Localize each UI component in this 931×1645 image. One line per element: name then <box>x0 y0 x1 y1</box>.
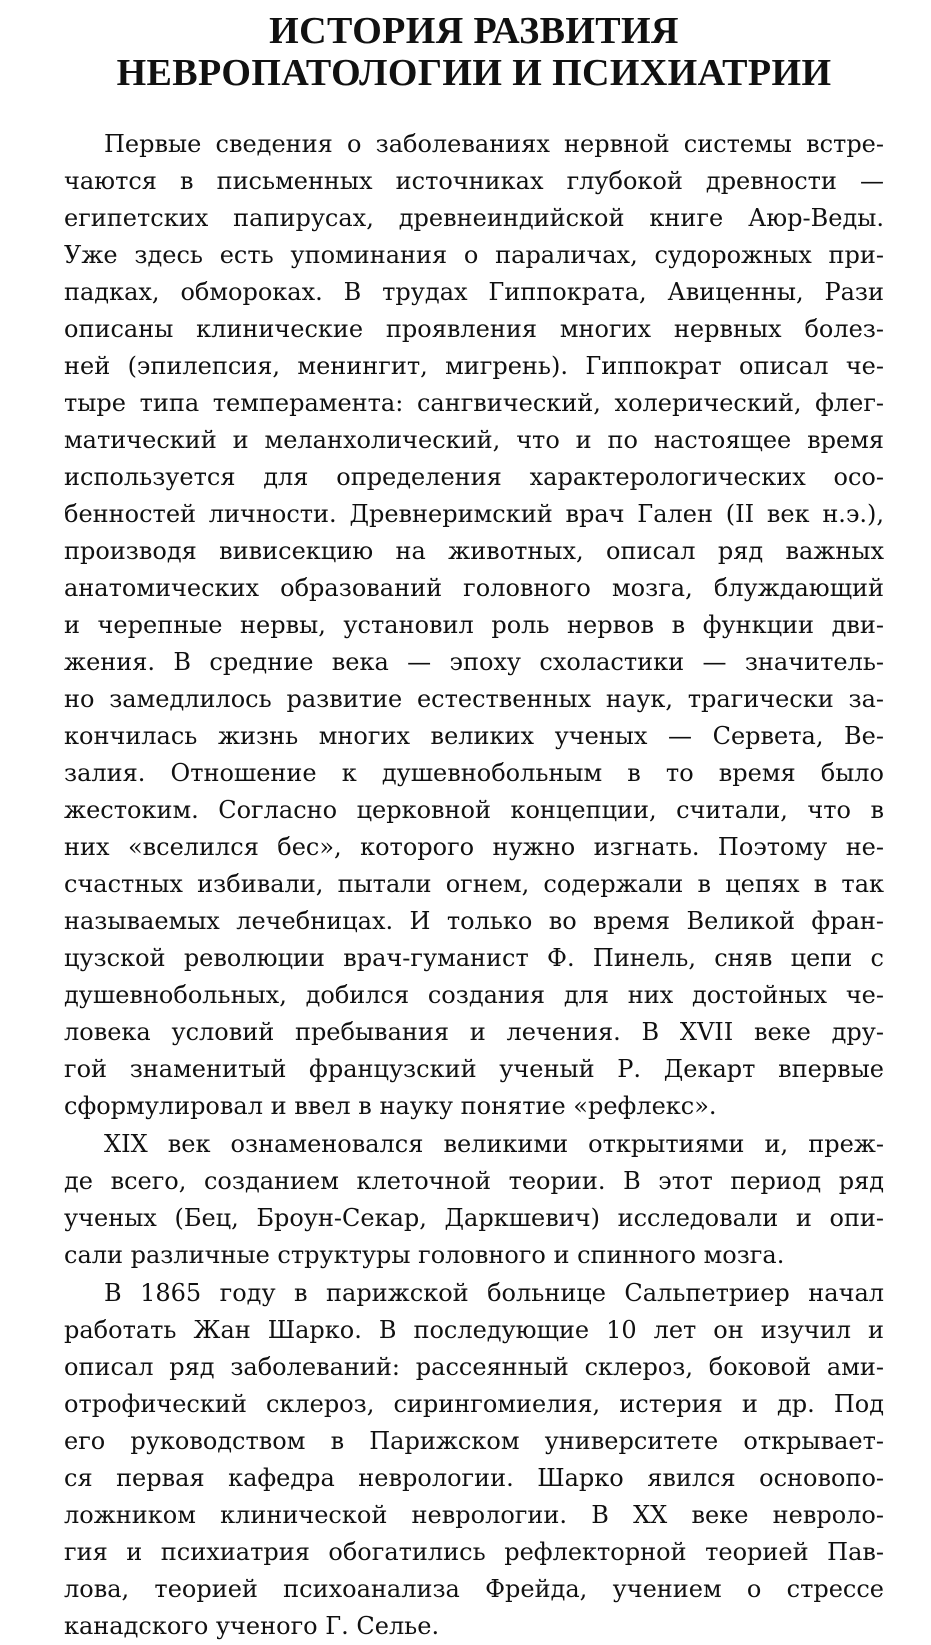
text-line: работать Жан Шарко. В последующие 10 лет он изучил и <box>64 1316 884 1344</box>
paragraph <box>64 1275 884 1645</box>
text-line: ней (эпилепсия, менингит, мигрень). Гиппократ описал че- <box>64 352 884 380</box>
text-line: кончилась жизнь многих великих ученых — Сервета, Ве- <box>64 722 884 750</box>
text-line: счастных избивали, пытали огнем, содержали в цепях в так <box>64 870 884 898</box>
document-page <box>64 10 884 1640</box>
page-title <box>64 10 884 94</box>
text-line: канадского ученого Г. Селье. <box>64 1612 440 1640</box>
text-line: описал ряд заболеваний: рассеянный склероз, боковой ами- <box>64 1353 884 1381</box>
text-line: ложником клинической неврологии. В XX веке невроло- <box>64 1501 884 1529</box>
text-line: тыре типа темперамента: сангвический, холерический, флег- <box>64 389 884 417</box>
text-line: цузской революции врач-гуманист Ф. Пинель, сняв цепи с <box>64 944 884 972</box>
text-line: ловека условий пребывания и лечения. В XVII веке дру- <box>64 1018 884 1046</box>
text-line: падках, обмороках. В трудах Гиппократа, Авиценны, Рази <box>64 278 884 306</box>
text-line: матический и меланхолический, что и по настоящее время <box>64 426 884 454</box>
text-line: бенностей личности. Древнеримский врач Гален (II век н.э.), <box>64 500 884 528</box>
text-line: производя вивисекцию на животных, описал ряд важных <box>64 537 884 565</box>
text-line: В 1865 году в парижской больнице Сальпетриер начал <box>104 1279 884 1307</box>
text-line: лова, теорией психоанализа Фрейда, учением о стрессе <box>64 1575 884 1603</box>
text-line: сали различные структуры головного и спинного мозга. <box>64 1241 785 1269</box>
body-text <box>64 126 884 1645</box>
text-line: Первые сведения о заболеваниях нервной системы встре- <box>104 130 884 158</box>
text-line: египетских папирусах, древнеиндийской книге Аюр-Веды. <box>64 204 884 232</box>
title-line: ИСТОРИЯ РАЗВИТИЯ <box>269 10 679 52</box>
text-line: них «вселился бес», которого нужно изгнать. Поэтому не- <box>64 833 884 861</box>
text-line: используется для определения характерологических осо- <box>64 463 884 491</box>
title-line: НЕВРОПАТОЛОГИИ И ПСИХИАТРИИ <box>116 52 832 94</box>
text-line: описаны клинические проявления многих нервных болез- <box>64 315 884 343</box>
text-line: ся первая кафедра неврологии. Шарко явился основопо- <box>64 1464 884 1492</box>
text-line: чаются в письменных источниках глубокой древности — <box>64 167 884 195</box>
text-line: его руководством в Парижском университете открывает- <box>64 1427 884 1455</box>
text-line: анатомических образований головного мозга, блуждающий <box>64 574 884 602</box>
text-line: XIX век ознаменовался великими открытиями и, преж- <box>104 1130 884 1158</box>
text-line: и черепные нервы, установил роль нервов в функции дви- <box>64 611 884 639</box>
text-line: сформулировал и ввел в науку понятие «рефлекс». <box>64 1092 717 1120</box>
text-line: Уже здесь есть упоминания о параличах, судорожных при- <box>64 241 884 269</box>
text-line: душевнобольных, добился создания для них достойных че- <box>64 981 884 1009</box>
text-line: гой знаменитый французский ученый Р. Декарт впервые <box>64 1055 884 1083</box>
text-line: но замедлилось развитие естественных наук, трагически за- <box>64 685 884 713</box>
paragraph <box>64 1126 884 1274</box>
text-line: гия и психиатрия обогатились рефлекторной теорией Пав- <box>64 1538 884 1566</box>
text-line: отрофический склероз, сирингомиелия, истерия и др. Под <box>64 1390 884 1418</box>
text-line: называемых лечебницах. И только во время Великой фран- <box>64 907 884 935</box>
text-line: ученых (Бец, Броун-Секар, Даркшевич) исследовали и опи- <box>64 1204 884 1232</box>
paragraph <box>64 126 884 1125</box>
text-line: де всего, созданием клеточной теории. В этот период ряд <box>64 1167 884 1195</box>
text-line: жения. В средние века — эпоху схоластики — значитель- <box>64 648 884 676</box>
text-line: жестоким. Согласно церковной концепции, считали, что в <box>64 796 884 824</box>
text-line: залия. Отношение к душевнобольным в то время было <box>64 759 884 787</box>
